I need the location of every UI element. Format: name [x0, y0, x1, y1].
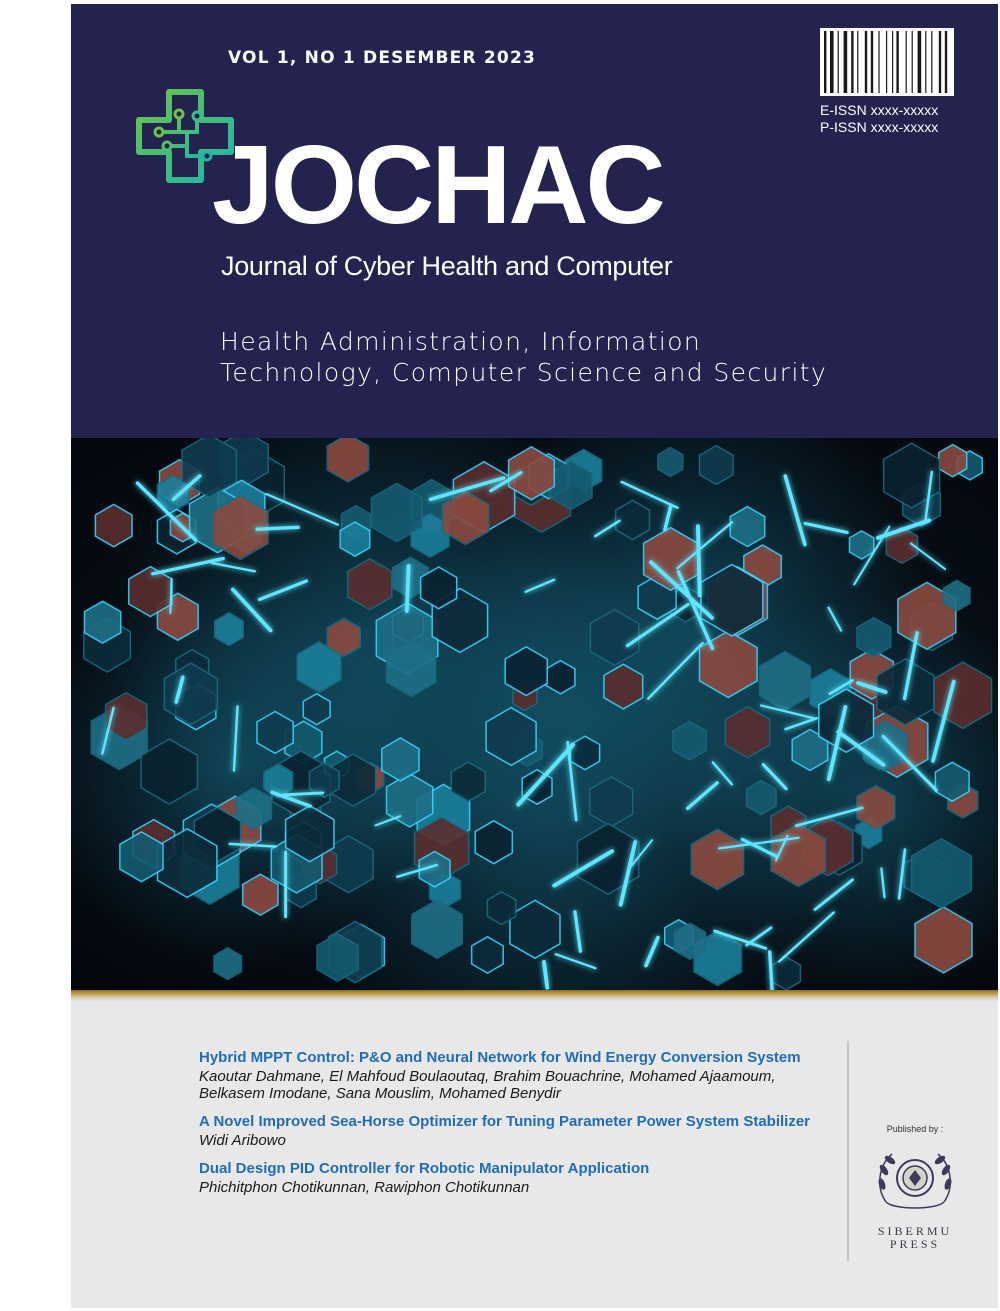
- cover-illustration: [71, 438, 998, 991]
- article-title[interactable]: Dual Design PID Controller for Robotic Manipulator Application: [199, 1160, 650, 1177]
- article-title[interactable]: A Novel Improved Sea-Horse Optimizer for Tuning Parameter Power System Stabilizer: [199, 1113, 811, 1130]
- article-title[interactable]: Hybrid MPPT Control: P&O and Neural Network for Wind Energy Conversion System: [199, 1049, 801, 1066]
- scope-line-2: Technology, Computer Science and Security: [220, 358, 828, 387]
- article-authors: Kaoutar Dahmane, El Mahfoud Boulaoutaq, Brahim Bouachrine, Mohamed Ajaamoum, Belkasem Imodane, Sana Mouslim, Mohamed Benydir: [199, 1068, 776, 1102]
- journal-subtitle: Journal of Cyber Health and Computer: [221, 251, 673, 281]
- publisher-name-line-1: SIBERMU: [877, 1224, 953, 1238]
- publisher-seal-icon: [872, 1144, 958, 1214]
- p-issn: P-ISSN xxxx-xxxxx: [820, 119, 939, 135]
- volume-issue: VOL 1, NO 1 DESEMBER 2023: [228, 48, 537, 68]
- article-authors: Widi Aribowo: [199, 1132, 286, 1149]
- publisher-block: [865, 1124, 965, 1251]
- issn-block: [820, 102, 938, 136]
- masthead: [71, 4, 998, 438]
- published-by-label: Published by :: [886, 1124, 944, 1134]
- gold-separator: [71, 990, 998, 1002]
- publisher-name-line-2: PRESS: [889, 1237, 941, 1251]
- journal-scope: [220, 326, 860, 388]
- article-item: [199, 1160, 839, 1196]
- publisher-name: [865, 1225, 965, 1251]
- article-item: [199, 1049, 839, 1102]
- article-authors: Phichitphon Chotikunnan, Rawiphon Chotikunnan: [199, 1179, 530, 1196]
- scope-line-1: Health Administration, Information: [220, 327, 702, 356]
- barcode-icon: [820, 28, 954, 96]
- journal-title: JOCHAC: [212, 123, 663, 247]
- vertical-divider: [847, 1041, 849, 1261]
- table-of-contents: [199, 1049, 839, 1207]
- e-issn: E-ISSN xxxx-xxxxx: [820, 102, 939, 118]
- article-item: [199, 1113, 839, 1149]
- journal-cover: [71, 4, 998, 1308]
